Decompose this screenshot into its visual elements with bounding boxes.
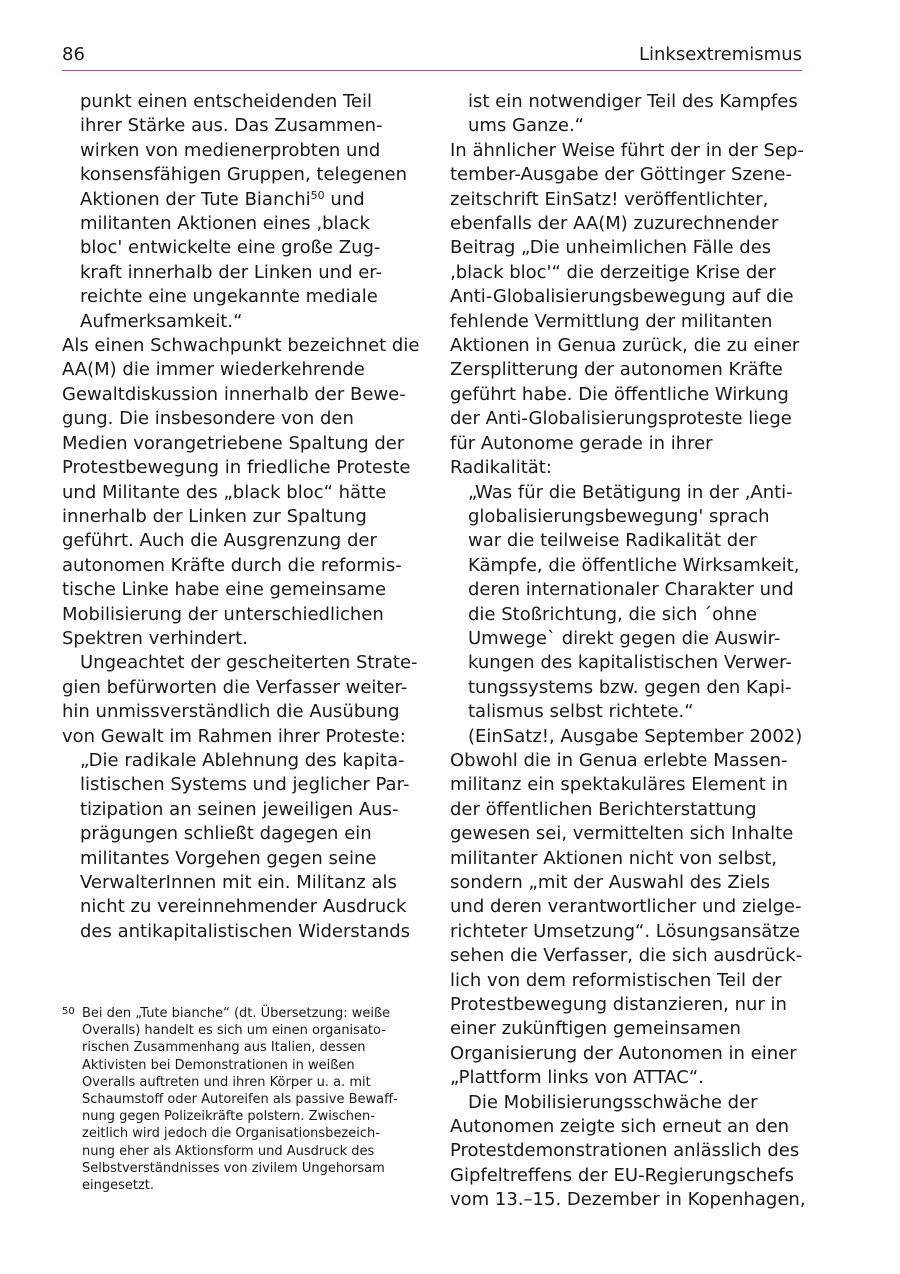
text-line: zeitlich wird jedoch die Organisationsbezeich- xyxy=(82,1126,380,1142)
text-line: der Anti-Globalisierungsproteste liege xyxy=(450,408,792,430)
block-quote xyxy=(62,90,418,334)
text-line: „Plattform links von ATTAC“. xyxy=(450,1067,704,1089)
text-line: Aktionen der Tute Bianchi$^{50}$ und xyxy=(80,188,365,210)
text-line: talismus selbst richtete.“ xyxy=(468,701,694,723)
text-line: punkt einen entscheidenden Teil xyxy=(80,91,372,112)
text-line: konsensfähigen Gruppen, telegenen xyxy=(80,164,407,186)
text-line: militanter Aktionen nicht von selbst, xyxy=(450,847,778,869)
text-line: Overalls) handelt es sich um einen organisato- xyxy=(82,1023,386,1039)
text-line: Als einen Schwachpunkt bezeichnet die xyxy=(62,335,420,357)
text-line: geführt. Auch die Ausgrenzung der xyxy=(62,530,377,552)
text-line: „Die radikale Ablehnung des kapita- xyxy=(80,749,405,771)
text-line: vom 13.–15. Dezember in Kopenhagen, xyxy=(450,1189,806,1211)
text-line: Overalls auftreten und ihren Körper u. a. mit xyxy=(82,1074,371,1090)
text-line: gung. Die insbesondere von den xyxy=(62,408,354,430)
text-line: sehen die Verfasser, die sich ausdrück- xyxy=(450,945,803,967)
text-line: militantes Vorgehen gegen seine xyxy=(80,847,377,869)
text-line: reichte eine ungekannte mediale xyxy=(80,286,378,308)
footnote-marker: 50 xyxy=(62,1006,75,1017)
right-column xyxy=(450,90,806,1213)
page-header xyxy=(62,44,802,71)
text-line: Protestbewegung in friedliche Proteste xyxy=(62,457,411,479)
text-line: Organisierung der Autonomen in einer xyxy=(450,1042,797,1064)
text-line: prägungen schließt dagegen ein xyxy=(80,823,372,845)
text-line: deren internationaler Charakter und xyxy=(468,579,794,601)
text-line: tizipation an seinen jeweiligen Aus- xyxy=(80,798,399,820)
text-line: Ungeachtet der gescheiterten Strate- xyxy=(80,652,418,674)
text-line: listischen Systems und jeglicher Par- xyxy=(80,774,410,796)
text-line: Gipfeltreffens der EU-Regierungschefs xyxy=(450,1164,794,1186)
text-line: Beitrag „Die unheimlichen Fälle des xyxy=(450,237,772,259)
text-line: „Was für die Betätigung in der ‚Anti- xyxy=(468,481,793,503)
text-line: Kämpfe, die öffentliche Wirksamkeit, xyxy=(468,554,800,576)
text-line: Selbstverständnisses von zivilem Ungehorsam xyxy=(82,1160,385,1176)
text-line: richteter Umsetzung“. Lösungsansätze xyxy=(450,920,800,942)
text-line: Autonomen zeigte sich erneut an den xyxy=(450,1116,790,1138)
text-line: hin unmissverständlich die Ausübung xyxy=(62,701,400,723)
text-line: die Stoßrichtung, die sich ´ohne xyxy=(468,603,758,625)
text-line: Aktivisten bei Demonstrationen in weißen xyxy=(82,1057,355,1073)
text-line: tungssystems bzw. gegen den Kapi- xyxy=(468,676,792,698)
text-line: globalisierungsbewegung' sprach xyxy=(468,505,770,527)
text-line: Spektren verhindert. xyxy=(62,627,248,649)
text-line: VerwalterInnen mit ein. Militanz als xyxy=(80,872,397,893)
text-line: militanz ein spektakuläres Element in xyxy=(450,774,788,796)
text-line: tische Linke habe eine gemeinsame xyxy=(62,579,387,601)
text-line: zeitschrift EinSatz! veröffentlichter, xyxy=(450,188,769,210)
text-line: ‚black bloc'“ die derzeitige Krise der xyxy=(450,261,776,283)
text-line: Aktionen in Genua zurück, die zu einer xyxy=(450,335,800,357)
text-line: gien befürworten die Verfasser weiter- xyxy=(62,676,408,698)
text-line: AA(M) die immer wiederkehrende xyxy=(62,359,365,381)
text-line: Zersplitterung der autonomen Kräfte xyxy=(450,359,783,381)
text-line: fehlende Vermittlung der militanten xyxy=(450,310,773,332)
text-line: von Gewalt im Rahmen ihrer Proteste: xyxy=(62,725,406,747)
left-column xyxy=(62,90,418,944)
text-line: wirken von medienerprobten und xyxy=(80,139,381,161)
text-line: ihrer Stärke aus. Das Zusammen- xyxy=(80,115,383,137)
text-line: Radikalität: xyxy=(450,457,552,479)
text-line: eingesetzt. xyxy=(82,1178,155,1194)
text-line: Die Mobilisierungsschwäche der xyxy=(468,1091,758,1113)
text-line: nicht zu vereinnehmender Ausdruck xyxy=(80,896,407,918)
text-line: Protestbewegung distanzieren, nur in xyxy=(450,994,787,1016)
text-line: einer zukünftigen gemeinsamen xyxy=(450,1018,741,1040)
text-line: Anti-Globalisierungsbewegung auf die xyxy=(450,286,794,308)
running-title: Linksextremismus xyxy=(638,44,802,65)
text-line: ums Ganze.“ xyxy=(468,115,584,137)
text-line: der öffentlichen Berichterstattung xyxy=(450,798,757,820)
text-line: ebenfalls der AA(M) zuzurechnender xyxy=(450,213,779,235)
text-line: nung gegen Polizeikräfte polstern. Zwischen- xyxy=(82,1109,375,1125)
block-quote xyxy=(450,481,806,749)
text-line: Protestdemonstrationen anlässlich des xyxy=(450,1140,800,1162)
text-line: kraft innerhalb der Linken und er- xyxy=(80,261,383,283)
footnote-reference[interactable]: 50 xyxy=(310,188,325,202)
text-line: Gewaltdiskussion innerhalb der Bewe- xyxy=(62,383,406,405)
block-quote xyxy=(62,749,418,944)
text-line: kungen des kapitalistischen Verwer- xyxy=(468,652,792,674)
text-line: Mobilisierung der unterschiedlichen xyxy=(62,603,384,625)
text-line: geführt habe. Die öffentliche Wirkung xyxy=(450,383,789,405)
text-line: autonomen Kräfte durch die reformis- xyxy=(62,554,402,576)
text-line: Medien vorangetriebene Spaltung der xyxy=(62,432,405,454)
text-line: bloc' entwickelte eine große Zug- xyxy=(80,237,381,259)
text-line: ist ein notwendiger Teil des Kampfes xyxy=(468,91,798,112)
paragraph xyxy=(62,334,418,651)
text-line: und deren verantwortlicher und zielge- xyxy=(450,896,802,918)
quote-source: (EinSatz!, Ausgabe September 2002) xyxy=(468,725,803,747)
text-line: sondern „mit der Auswahl des Ziels xyxy=(450,872,771,893)
text-line: Schaumstoff oder Autoreifen als passive Bewaff- xyxy=(82,1092,398,1108)
text-line: des antikapitalistischen Widerstands xyxy=(80,920,411,942)
text-line: In ähnlicher Weise führt der in der Sep- xyxy=(450,139,804,161)
text-line: tember-Ausgabe der Göttinger Szene- xyxy=(450,164,792,186)
paragraph xyxy=(450,749,806,1091)
footnote xyxy=(62,1005,422,1194)
text-line: nung eher als Aktionsform und Ausdruck des xyxy=(82,1143,375,1159)
text-line: innerhalb der Linken zur Spaltung xyxy=(62,505,367,527)
paragraph xyxy=(450,1091,806,1213)
text-line: und Militante des „black bloc“ hätte xyxy=(62,481,387,503)
text-line: lich von dem reformistischen Teil der xyxy=(450,969,782,991)
text-line: Obwohl die in Genua erlebte Massen- xyxy=(450,749,788,771)
text-line: Bei den „Tute bianche“ (dt. Übersetzung: weiße xyxy=(82,1006,391,1021)
text-line: gewesen sei, vermittelten sich Inhalte xyxy=(450,823,794,845)
block-quote xyxy=(450,90,806,139)
footnote-text xyxy=(62,1005,422,1194)
paragraph xyxy=(62,651,418,749)
text-line: rischen Zusammenhang aus Italien, dessen xyxy=(82,1040,366,1056)
text-line: war die teilweise Radikalität der xyxy=(468,530,757,552)
text-line: für Autonome gerade in ihrer xyxy=(450,432,713,454)
page-number: 86 xyxy=(62,44,85,65)
text-line: militanten Aktionen eines ‚black xyxy=(80,213,370,235)
text-line: Aufmerksamkeit.“ xyxy=(80,310,243,332)
text-line: Umwege` direkt gegen die Auswir- xyxy=(468,627,781,649)
paragraph xyxy=(450,139,806,481)
